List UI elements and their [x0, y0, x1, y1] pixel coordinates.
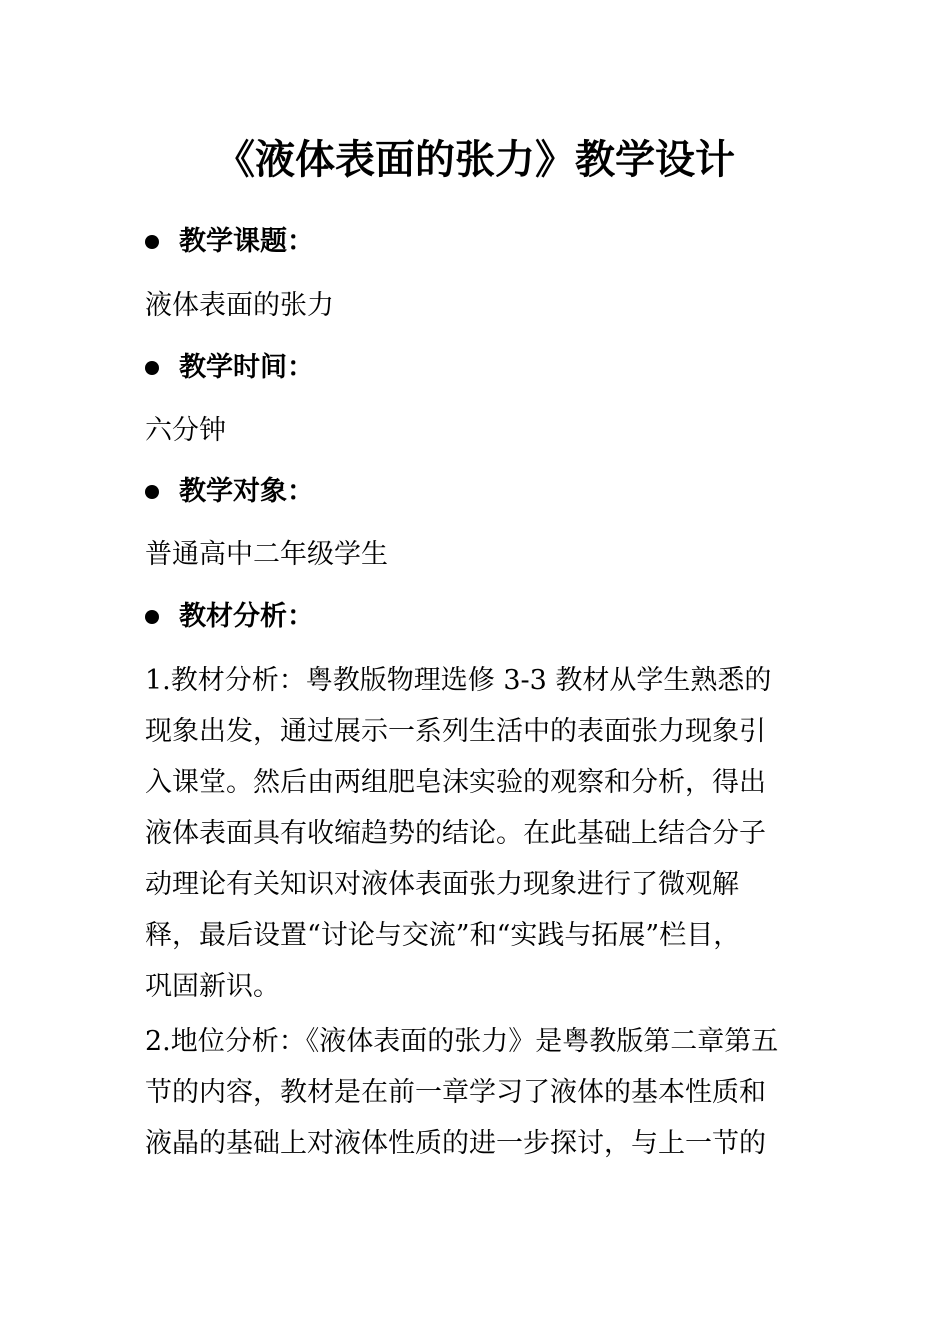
bullet-icon: [145, 235, 159, 249]
section-heading-label: 教学课题：: [179, 226, 314, 257]
paragraph-line: 巩固新识。: [145, 971, 280, 1002]
bullet-icon: [145, 361, 159, 375]
paragraph-position-analysis: [145, 1016, 825, 1169]
paragraph-line: 释，最后设置“讨论与交流”和“实践与拓展”栏目，: [145, 920, 741, 951]
section-heading-label: 教学对象：: [179, 476, 314, 507]
paragraph-line: 入课堂。然后由两组肥皂沫实验的观察和分析，得出: [145, 767, 766, 798]
section-content-topic: 液体表面的张力: [145, 290, 334, 321]
section-content-time: 六分钟: [145, 415, 226, 446]
paragraph-line: 动理论有关知识对液体表面张力现象进行了微观解: [145, 869, 739, 900]
paragraph-line: 液体表面具有收缩趋势的结论。在此基础上结合分子: [145, 818, 766, 849]
section-heading-topic: [145, 222, 314, 262]
paragraph-line: 2.地位分析：《液体表面的张力》是粤教版第二章第五: [145, 1026, 779, 1057]
paragraph-line: 1.教材分析：粤教版物理选修 3-3 教材从学生熟悉的: [145, 665, 772, 696]
section-heading-time: [145, 348, 314, 388]
paragraph-line: 现象出发，通过展示一系列生活中的表面张力现象引: [145, 716, 766, 747]
section-content-audience: 普通高中二年级学生: [145, 539, 388, 570]
section-heading-label: 教材分析：: [179, 601, 314, 632]
paragraph-line: 液晶的基础上对液体性质的进一步探讨，与上一节的: [145, 1128, 766, 1159]
section-heading-material-analysis: [145, 597, 314, 637]
paragraph-line: 节的内容，教材是在前一章学习了液体的基本性质和: [145, 1077, 766, 1108]
document-title: 《液体表面的张力》教学设计: [215, 136, 735, 183]
bullet-icon: [145, 610, 159, 624]
section-heading-label: 教学时间：: [179, 352, 314, 383]
bullet-icon: [145, 485, 159, 499]
section-heading-audience: [145, 472, 314, 512]
paragraph-material-analysis: [145, 655, 825, 1012]
